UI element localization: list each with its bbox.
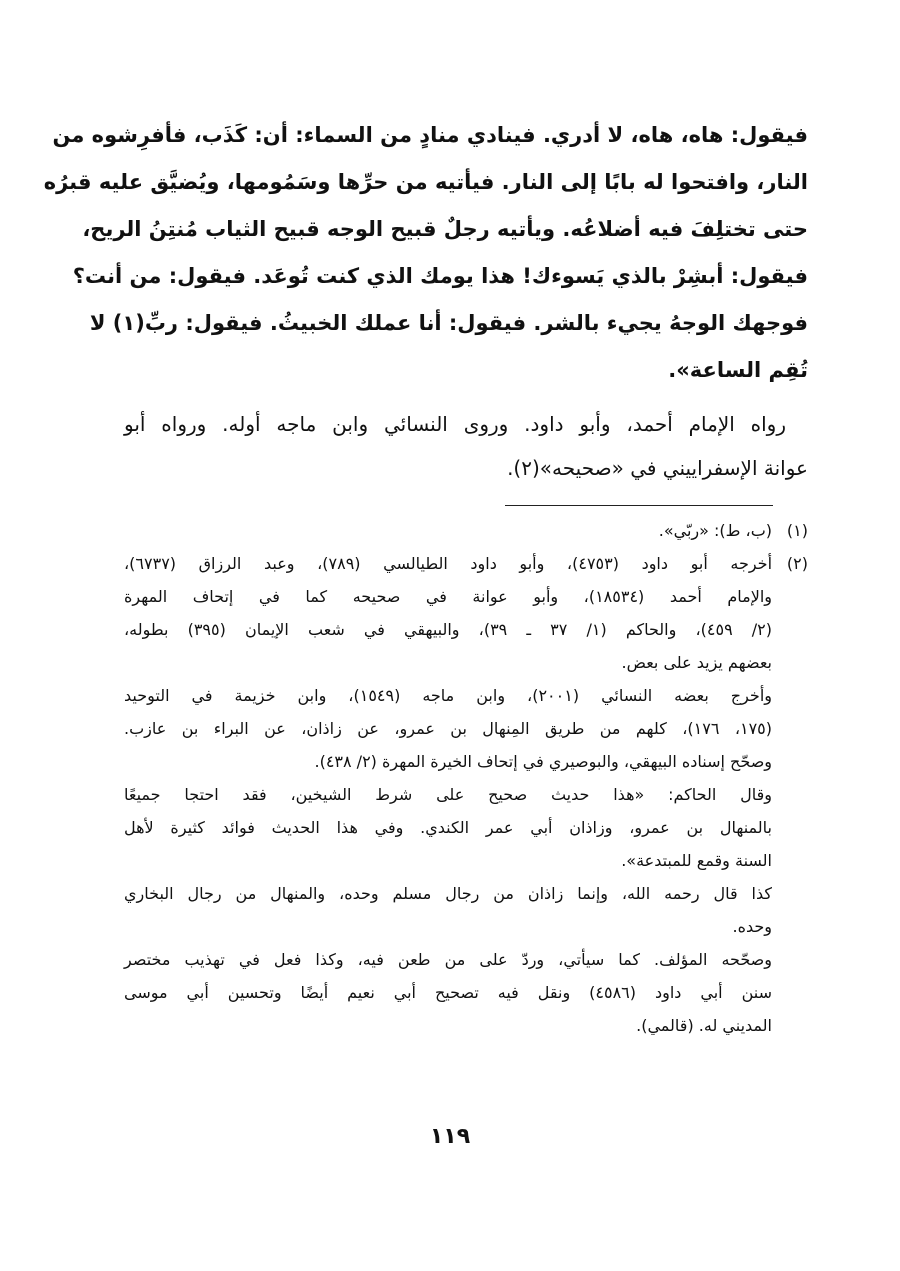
footnote-1 xyxy=(124,514,808,547)
footnotes xyxy=(124,514,808,1042)
footnote-line: سنن أبي داود (٤٥٨٦) ونقل فيه تصحيح أبي نعيم أيضًا وتحسين أبي موسى xyxy=(124,983,772,1002)
footnote-2 xyxy=(124,547,808,1042)
footnote-number: (٢) xyxy=(786,554,808,573)
footnote-block xyxy=(124,943,772,1042)
footnote-line: السنة وقمع للمبتدعة». xyxy=(621,851,772,870)
footnote-line: أخرجه أبو داود (٤٧٥٣)، وأبو داود الطيالسي (٧٨٩)، وعبد الرزاق (٦٧٣٧)، xyxy=(124,554,773,573)
footnote-line: بالمنهال بن عمرو، وزاذان أبي عمر الكندي. وفي هذا الحديث فوائد كثيرة لأهل xyxy=(124,818,772,837)
text-line: فوجهك الوجهُ يجيء بالشر. فيقول: أنا عملك الخبيثُ. فيقول: ربِّ(١) لا xyxy=(89,311,808,335)
footnote-block xyxy=(124,877,772,943)
footnote-separator xyxy=(505,505,773,506)
footnote-line: (ب، ط): «ربّي». xyxy=(658,521,772,540)
footnote-block xyxy=(124,778,772,877)
footnote-line: وأخرج بعضه النسائي (٢٠٠١)، وابن ماجه (١٥٤٩)، وابن خزيمة في التوحيد xyxy=(124,686,772,705)
main-text xyxy=(43,112,808,490)
text-line: عوانة الإسفراييني في «صحيحه»(٢). xyxy=(507,456,808,480)
footnote-line: وصحّحه المؤلف. كما سيأتي، وردّ على من طعن فيه، وكذا فعل في تهذيب مختصر xyxy=(124,950,772,969)
text-line: تُقِم الساعة». xyxy=(668,358,808,382)
footnote-line: وصحّح إسناده البيهقي، والبوصيري في إتحاف الخيرة المهرة (٢/ ٤٣٨). xyxy=(314,752,772,771)
footnote-line: وقال الحاكم: «هذا حديث صحيح على شرط الشيخين، فقد احتجا جميعًا xyxy=(124,785,772,804)
footnote-block xyxy=(124,679,772,778)
footnote-number: (١) xyxy=(786,521,808,540)
text-line: النار، وافتحوا له بابًا إلى النار. فيأتيه من حرِّها وسَمُومها، ويُضيَّق عليه قبرُه xyxy=(43,170,808,194)
footnote-line: بعضهم يزيد على بعض. xyxy=(621,653,772,672)
hadith-paragraph xyxy=(43,112,808,394)
footnote-line: وحده. xyxy=(732,917,772,936)
page-number: ١١٩ xyxy=(429,1124,471,1149)
footnote-line: والإمام أحمد (١٨٥٣٤)، وأبو عوانة في صحيحه كما في إتحاف المهرة xyxy=(124,587,772,606)
text-line: رواه الإمام أحمد، وأبو داود. وروى النسائي وابن ماجه أوله. ورواه أبو xyxy=(124,412,786,436)
attribution-paragraph xyxy=(124,402,808,490)
footnote-line: المديني له. (قالمي). xyxy=(636,1016,772,1035)
footnote-line: (١٧٥، ١٧٦)، كلهم من طريق المِنهال بن عمرو، عن زاذان، عن البراء بن عازب. xyxy=(124,719,773,738)
footnote-line: كذا قال رحمه الله، وإنما زاذان من رجال مسلم وحده، والمنهال من رجال البخاري xyxy=(124,884,772,903)
text-line: فيقول: هاه، هاه، لا أدري. فينادي منادٍ من السماء: أن: كَذَب، فأفرِشوه من xyxy=(52,123,808,147)
footnote-line: (٢/ ٤٥٩)، والحاكم (١/ ٣٧ ـ ٣٩)، والبيهقي في شعب الإيمان (٣٩٥) بطوله، xyxy=(124,620,773,639)
text-line: حتى تختلِفَ فيه أضلاعُه. ويأتيه رجلٌ قبيح الوجه قبيح الثياب مُنتِنُ الريح، xyxy=(82,217,808,241)
footnote-block xyxy=(124,547,772,679)
text-line: فيقول: أبشِرْ بالذي يَسوءك! هذا يومك الذي كنت تُوعَد. فيقول: من أنت؟ xyxy=(72,264,808,288)
